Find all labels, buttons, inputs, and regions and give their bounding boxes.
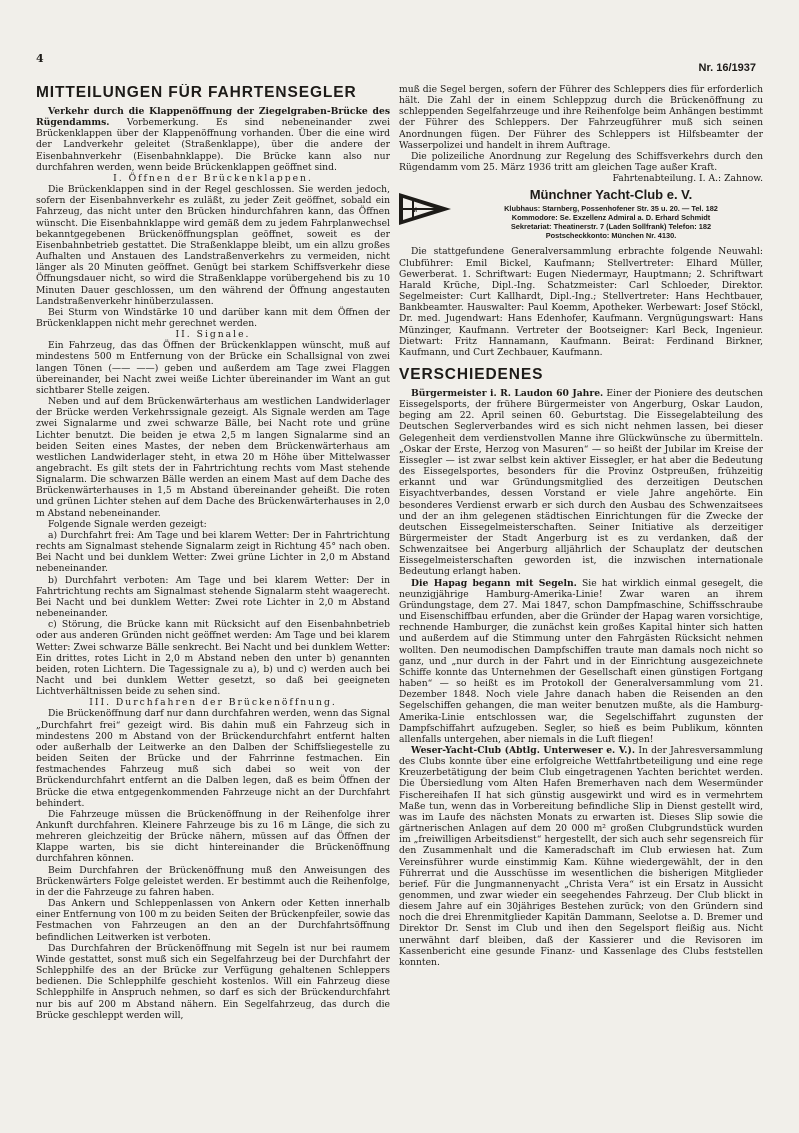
paragraph: Beim Durchfahren der Brückenöffnung muß den Anweisungen des Brückenwärters Folge geleistet werden. Er bestimmt auch die Reihenfolge, in der die Fahrzeuge zu fahren haben. — [36, 864, 390, 898]
signature: Fahrtenabteilung. I. A.: Zahnow. — [612, 173, 763, 185]
paragraph: Neben und auf dem Brückenwärterhaus am westlichen Landwiderlager der Brücke werden Verkehrssignale gezeigt. Als Signale werden am Tage zwei Signalarme und zwei schwarze Bälle, bei Nacht rote und grüne Lichter benutzt. Die beiden je etwa 2,5 m langen Signalarme sind an beiden Seiten eines Mastes, der neben dem Brückenwärterhaus am westlichen Landwiderlager steht, in etwa 20 m Höhe über Mittelwasser angebracht. Es gilt stets der in Fahrtrichtung rechts vom Mast stehende Signalarm. Die schwarzen Bälle werden an einem Mast auf dem Dache des Brückenwärterhauses in 1,5 m Abstand übereinander geheißt. Die roten und grünen Lichter stehen auf dem Dache des Brückenwärterhauses in 2,0 m Abstand nebeneinander. — [36, 396, 390, 519]
article-laudon-text: Einer der Pioniere des deutschen Eissegelsports, der frühere Bürgermeister von Angerburg, Oskar Laudon, beging am 22. April seinen 60. Geburtstag. Die Eissegelabteilung des Deutschen Seglerverbandes wird es sich nicht nehmen lassen, bei dieser Gelegenheit dem verdienstvollen Manne ihre Glückwünsche zu übermitteln. „Oskar der Erste, Herzog von Masuren“ — so heißt der Jubilar im Kreise der Eissegler — ist zwar selbst kein aktiver Eissegler, er hat aber die Bedeutung des Eissegelsportes, besonders für die Provinz Ostpreußen, frühzeitig erkannt und war Gründungsmitglied des derzeitigen Deutschen Eisyachtverbandes, dessen Vorstand er viele Jahre angehörte. Ein besonderes Verdienst erwarb er sich durch den Ausbau des Schwenzaitsees und der an ihm gelegenen städtischen Einrichtungen für die Zwecke der deutschen Eissegelmeisterschaften. Seiner Initiative als derzeitiger Bürgermeister der Stadt Angerburg ist es zu verdanken, daß der Schwenzaitsee bei Angerburg alljährlich der Schauplatz der deutschen Eissegelmeisterschaften geworden ist, die inzwischen internationale Bedeutung erlangt haben. — [399, 387, 763, 578]
signal-c: c) Störung, die Brücke kann mit Rücksicht auf den Eisenbahnbetrieb oder aus anderen Gründen nicht geöffnet werden: Am Tage und bei klarem Wetter: Zwei schwarze Bälle senkrecht. Bei Nacht und bei dunklem Wetter: Ein drittes, rotes Licht in 2,0 m Abstand neben den unter b) genannten beiden, roten Lichtern. Die Tagessignale zu a), b) und c) werden auch bei Nacht und bei dunklem Wetter gesetzt, so daß bei geeigneten Lichtverhältnissen beide zu sehen sind. — [36, 619, 390, 698]
club-name: Münchner Yacht-Club e. V. — [529, 187, 693, 203]
club-sekretariat: Sekretariat: Theatinerstr. 7 (Laden Sollfrank) Telefon: 182 — [510, 222, 712, 232]
lead-paragraph — [36, 106, 390, 173]
paragraph: Das Ankern und Schleppenlassen von Ankern oder Ketten innerhalb einer Entfernung von 100 m zu beiden Seiten der Brückenpfeiler, sowie das Festmachen von Fahrzeugen an den an der Durchfahrtsöffnung befindlichen Leitwerken ist verboten. — [36, 898, 390, 943]
paragraph: Die Brückenklappen sind in der Regel geschlossen. Sie werden jedoch, sofern der Eisenbahnverkehr es zuläßt, zu jeder Zeit geöffnet, sobald ein Fahrzeug, das nicht unter den Brücken hindurchfahren kann, das Öffnen wünscht. Die Eisenbahnklappe wird gemäß dem zu jedem Fahrplanwechsel bekanntgegebenen Brückenöffnungsplan geöffnet, soweit es der Eisenbahnbetrieb gestattet. Die Straßenklappe bleibt, um ein allzu großes Aufhalten und Anstauen des Landstraßenverkehrs zu vermeiden, nicht länger als 20 Minuten geöffnet. Genügt bei starkem Schiffsverkehr diese Öffnungsdauer nicht, so wird die Straßenklappe vorübergehend bis zu 10 Minuten Dauer geschlossen, um den während der Öffnung angestauten Landstraßenverkehr hinüberzulassen. — [36, 184, 390, 307]
left-column — [36, 84, 390, 1104]
club-info — [459, 187, 763, 240]
signal-a: a) Durchfahrt frei: Am Tage und bei klarem Wetter: Der in Fahrtrichtung rechts am Signalmast stehende Signalarm zeigt in Richtung 45° nach oben. Bei Nacht und bei dunklem Wetter: Zwei grüne Lichter in 2,0 m Abstand nebeneinander. — [36, 529, 390, 575]
paragraph: Ein Fahrzeug, das das Öffnen der Brückenklappen wünscht, muß auf mindestens 500 m Entfernung von der Brücke ein Schallsignal von zwei langen Tönen (—— ——) geben und außerdem am Tage zwei Flaggen übereinander, bei Nacht zwei weiße Lichter übereinander im Want an gut sichtbarer Stelle zeigen. — [36, 340, 390, 396]
article-weser-headline: Weser-Yacht-Club (Abtlg. Unterweser e. V.). — [411, 744, 636, 756]
paragraph: Das Durchfahren der Brückenöffnung mit Segeln ist nur bei raumem Winde gestattet, sonst muß sich ein Segelfahrzeug bei der Durchfahrt der Schlepphilfe des an der Brücke zur Verfügung gehaltenen Schleppers bedienen. Die Schlepphilfe geschieht kostenlos. Will ein Fahrzeug diese Schlepphilfe in Anspruch nehmen, so darf es sich der Brückendurchfahrt nur bis auf 200 m Abstand nähern. Ein Segelfahrzeug, das durch die Brücke geschleppt werden will, — [36, 942, 390, 1021]
issue-number: Nr. 16/1937 — [698, 62, 756, 74]
section-title-verschiedenes: VERSCHIEDENES — [399, 365, 544, 383]
right-column — [399, 84, 763, 1104]
club-postscheck: Postscheckkonto: München Nr. 4130. — [545, 231, 677, 241]
club-pennant-icon — [399, 193, 451, 225]
article-hapag — [399, 578, 763, 745]
club-address: Klubhaus: Starnberg, Possenhofener Str. 35 u. 20. — Tel. 182 — [504, 204, 718, 214]
paragraph: Die polizeiliche Anordnung zur Regelung des Schiffsverkehrs durch den Rügendamm vom 25. März 1936 tritt am gleichen Tage außer Kraft. — [399, 150, 763, 174]
page-number: 4 — [36, 52, 44, 65]
heading-durchfahren: III. Durchfahren der Brückenöffnung. — [89, 697, 337, 709]
signal-b: b) Durchfahrt verboten: Am Tage und bei klarem Wetter: Der in Fahrtrichtung rechts am Signalmast stehende Signalarm steht waagerecht. Bei Nacht und bei dunklem Wetter: Zwei rote Lichter in 2,0 m Abstand nebeneinander. — [36, 574, 390, 620]
paragraph: Die Fahrzeuge müssen die Brückenöffnung in der Reihenfolge ihrer Ankunft durchfahren. Kleinere Fahrzeuge bis zu 16 m Länge, die sich zu mehreren gleichzeitig der Brücke nähern, müssen auf das Öffnen der Klappe warten, bis sie dicht hintereinander die Brückenöffnung durchfahren können. — [36, 808, 390, 865]
paragraph: Bei Sturm von Windstärke 10 und darüber kann mit dem Öffnen der Brückenklappen nicht mehr gerechnet werden. — [36, 306, 390, 329]
article-weser-text: In der Jahresversammlung des Clubs konnte über eine erfolgreiche Wettfahrtbeteiligung und eine rege Kreuzerbetätigung der beim Club eingetragenen Yachten berichtet werden. Die Übersiedlung vom Alten Hafen Bremerhaven nach dem Wesermünder Fischereihafen II hat sich günstig ausgewirkt und wird es in vermehrtem Maße tun, wenn das in Vorbereitung befindliche Slip in Dienst gestellt wird, was im Laufe des nächsten Monats zu erwarten ist. Dieses Slip sowie die gärtnerischen Anlagen auf dem 20 000 m² großen Clubgrundstück wurden im „freiwilligen Arbeitsdienst“ hergestellt, der sich auch sehr segensreich für den Zusammenhalt und die Kameradschaft im Club erwiesen hat. Zum Vereinsführer wurde einstimmig Kam. Kühne wiedergewählt, der in den Führerrat und die Ausschüsse im wesentlichen die bisherigen Mitglieder berief. Für die Jungmannenyacht „Christa Vera“ ist ein Ersatz in Aussicht genommen, und zwar wieder ein seegehendes Fahrzeug. Der Club blickt in diesem Jahre auf ein 30jähriges Bestehen zurück; von den Gründern sind noch die drei Ehrenmitglieder Kapitän Dammann, Seelotse a. D. Bremer und Direktor Dr. Senst im Club und ihen den Segelsport fleißig aus. Nicht unerwähnt darf bleiben, daß der Kassierer und die Revisoren im Kassenbericht eine gesunde Finanz- und Kassenlage des Clubs feststellen konnten. — [399, 744, 763, 968]
continued-paragraph: muß die Segel bergen, sofern der Führer des Schleppers dies für erforderlich hält. Die Zahl der in einem Schleppzug durch die Brückenöffnung zu schleppenden Segelfahrzeuge und ihre Reihenfolge beim Anhängen bestimmt der Führer des Schleppers. Der Fahrzeugführer muß sich seinen Anordnungen fügen. Der Führer des Schleppers ist Hilfsbeamter der Wasserpolizei und handelt in ihrem Auftrage. — [399, 84, 763, 151]
article-hapag-headline: Die Hapag begann mit Segeln. — [411, 577, 577, 589]
article-hapag-text: Sie hat wirklich einmal gesegelt, die neunzigjährige Hamburg-Amerika-Linie! Zwar waren an ihrem Gründungstage, dem 27. Mai 1847, schon Dampfmaschine, Schiffsschraube und Eisenschiffbau erfunden, aber die Gründer der Hapag waren vorsichtige, rechnende Hamburger, die zunächst kein großes Kapital hinter sich hatten und außerdem auf die Stimmung unter den Fahrgästen Rücksicht nehmen wollten. Den neumodischen Dampfschiffen traute man damals noch nicht so ganz, und „nur durch in der Fahrt und in der Einrichtung ausgezeichnete Schiffe konnte das Unternehmen der Gesellschaft einen günstigen Fortgang haben“ — so heißt es im Protokoll der Generalversammlung vom 21. Dezember 1848. Noch viele Jahre danach haben die Reisenden an den Segelschiffen gehangen, die man weiter benutzen mußte, als die Hamburg-Amerika-Linie entschlossen war, die Segelschiffahrt zugunsten der Dampfschiffahrt aufzugeben. Segler, so hieß es beim Publikum, könnten allenfalls untergehen, aber niemals in die Luft fliegen! — [399, 577, 763, 745]
lead-headline: Verkehr durch die Klappenöffnung der Ziegelgraben-Brücke des Rügendamms. — [36, 106, 390, 129]
lead-text: Vorbemerkung. Es sind nebeneinander zwei Brückenklappen über der Klappenöffnung vorhanden. Über die eine wird der Landverkehr geleitet (Straßenklappe), über die andere der Eisenbahnverkehr (Eisenbahnklappe). Die Brücke kann also nur durchfahren werden, wenn beide Brückenklappen geöffnet sind. — [36, 117, 390, 173]
club-header — [399, 187, 763, 240]
club-election-text: Die stattgefundene Generalversammlung erbrachte folgende Neuwahl: Clubführer: Emil Bickel, Kaufmann; Stellvertreter: Elhard Müller, Gewerberat. 1. Schriftwart: Eugen Niedermayr, Hauptmann; 2. Schriftwart Harald Krüche, Dipl.-Ing. Schatzmeister: Carl Schloeder, Direktor. Segelmeister: Curt Kallhardt, Dipl.-Ing.; Stellvertreter: Hans Hechtbauer, Bankbeamter. Hauswalter: Paul Koemm, Apotheker. Werbewart: Josef Stöckl, Dr. med. Jugendwart: Hans Edenhofer, Kaufmann. Vergnügungswart: Hans Münzinger, Kaufmann. Vertreter der Bootseigner: Karl Beck, Ingenieur. Dietwart: Fritz Hannamann, Kaufmann. Beirat: Ferdinand Birkner, Kaufmann, und Curt Zechbauer, Kaufmann. — [399, 246, 763, 358]
svg-text:M: M — [412, 208, 417, 215]
article-weser — [399, 745, 763, 968]
article-laudon-headline: Bürgermeister i. R. Laudon 60 Jahre. — [411, 387, 604, 399]
heading-oeffnen: I. Öffnen der Brückenklappen. — [113, 172, 313, 184]
paragraph: Die Brückenöffnung darf nur dann durchfahren werden, wenn das Signal „Durchfahrt frei“ gezeigt wird. Bis dahin muß ein Fahrzeug sich in mindestens 200 m Abstand von der Brückendurchfahrt entfernt halten oder außerhalb der Leitwerke an den Dalben der Schiffsliegestelle zu beiden Seiten der Brücke und der Fahrrinne festmachen. Ein festmachendes Fahrzeug muß sich dabei so weit von der Brückendurchfahrt entfernt an die Dalben legen, daß es beim Öffnen der Brücke die etwa entgegenkommenden Fahrzeuge nicht an der Durchfahrt behindert. — [36, 708, 390, 809]
article-laudon — [399, 388, 763, 578]
heading-signale: II. Signale. — [175, 329, 251, 341]
paragraph: Folgende Signale werden gezeigt: — [48, 518, 207, 530]
section-title-fahrtensegler: MITTEILUNGEN FÜR FAHRTENSEGLER — [36, 84, 357, 101]
club-kommodore: Kommodore: Se. Exzellenz Admiral a. D. Erhard Schmidt — [511, 213, 711, 223]
